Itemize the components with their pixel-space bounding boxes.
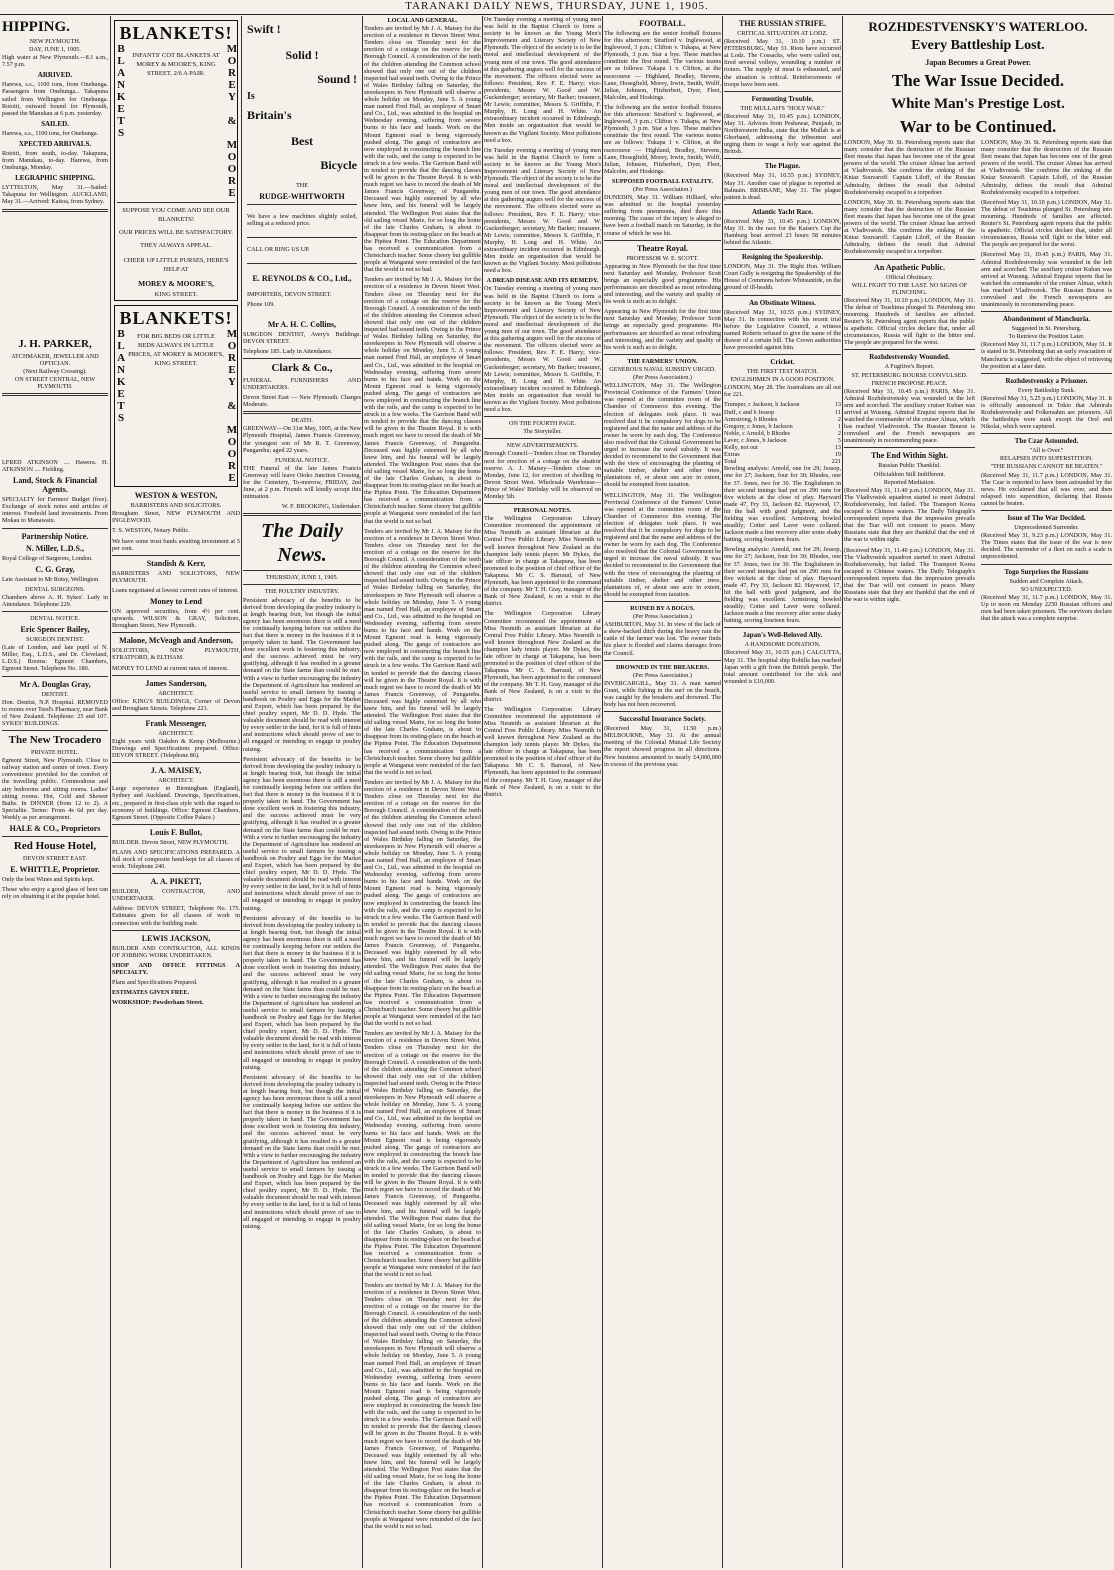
the-text: THE [295,182,309,189]
end-body: (Received May 31, 11.40 p.m.) LONDON, May 31. The Vladivostok squadron started to meet Admiral Rozhdestvensky, but failed. The Transport Korea escaped to Chinese waters. The Daily Telegraph's correspondent reports that the impression prevails that the Tsar will not consent to peace. Many Russians state that they are thankful that the end of the war is within sight. [844,486,975,544]
apathetic-heading: An Apathetic Public. [874,262,945,272]
score-row [724,430,841,437]
malone-name: Malone, McVeagh and Anderson, [119,636,233,646]
speakership-heading: Resigning the Speakership. [741,253,824,262]
partnership-heading: Partnership Notice. [21,531,89,541]
waterloo-heading: ROZHDESTVENSKY'S WATERLOO. [868,19,1088,34]
masthead: TARANAKI DAILY NEWS, THURSDAY, JUNE 1, 1905. [0,0,1114,15]
battleship-heading: Every Battleship Lost. [911,38,1045,53]
clark-name: Clark & Co., [271,361,333,374]
telegraphic-heading: LEGRAPHIC SHIPPING. [15,174,95,183]
wounded-heading: Rozhdestvensky Wounded. [869,353,950,362]
sudden-heading: Sudden and Complete Attack. [1009,577,1084,585]
column-football [604,16,721,1568]
daily-news-title: The Daily News. [261,520,343,567]
end-heading: The End Within Sight. [870,451,949,461]
red-house-name: Red House Hotel, [13,839,97,852]
swift-text: Swift ! [247,22,281,36]
score-batsman: Extras [724,451,740,459]
local-body-cont2: Tenders are invited by Mr J. A. Maisey for the erection of a residence in Devon Street West. Tenders close on Thursday next for the erection of a cottage on the reserve for the Borough Council. A consideration of the teeth of the children attending the Common school showed that only one out of the children inspected had sound teeth. Owing to the Prince of Wales Birthday falling on Saturday, the storekeepers in New Plymouth will observe a whole holiday on Monday, June 5. A young man named Fred Hall, an employee of Smart and Co., Ltd., was admitted to the hospital on Wednesday evening, suffering from severe burns to his face and hands. Work on the Mount Egmont road is being vigorously pushed along. The gangs of contractors are now employed in constructing the branch line with the rails, and the camp is expected to be struck in a few weeks. The Garrison Band will in tended to provide that the dancing classes will be given in the Theatre Royal. It is with much regret we have to record the death of Mr James Francis Greenway, of Pungarehu. Deceased was highly esteemed by all who knew him, and his funeral will be largely attended. The Wellington Post states that the old sailing vessel Marie, for so long the home of the late Charles Graham, is about to disappear from its resting-place on the beach at the Pipitea Point. The Education Department has received a communication from a Christchurch teacher. Some cheery but gullible people at Wanganui were reminded of the fact that the world is not so bad. [364,527,481,776]
wellbeloved-sub: A HANDSOME DONATION. [744,641,821,649]
sanderson-title: ARCHITECT. [158,689,194,697]
ruined-body: ASHBURTON, May 31. In view of the lack of a skew-backed ditch during the heavy rain the cattle of the farmer was lost. The owner finds his place is flooded and claims damages from the Council. [604,621,721,657]
collins-title: SURGEON DENTIST, Avery's Buildings. DEVON STREET. [243,330,361,345]
prestige-heading: White Man's Prestige Lost. [891,96,1065,112]
continued-heading: War to be Continued. [899,117,1057,136]
douglas-title: DENTIST. [41,690,69,698]
football-heading: FOOTBALL. [639,19,686,28]
column-rule [110,16,111,1568]
cannot-heading: "THE RUSSIANS CANNOT BE BEATEN." [990,463,1103,471]
end-body-cont: (Received May 31, 11.40 p.m.) LONDON, May 31. The Vladivostok squadron started to meet Admiral Rozhdestvensky, but failed. The Transport Korea escaped to Chinese waters. The Daily Telegraph's correspondent reports that the impression prevails that the Tsar will not consent to peace. Many Russians state that they are thankful that the end of the war is within sight. [844,546,975,604]
farmers-sub: (Per Press Association.) [633,374,692,382]
theatre-heading: Theatre Royal. [637,243,688,253]
fatality-heading: SUPPOSED FOOTBALL FATALITY. [611,177,714,185]
score-batsman: Noble, c Arnold, b Rhodes [724,429,790,437]
douglas-name: Mr A. Douglas Gray, [19,679,91,689]
farmers-heading: THE FARMERS' UNION. [627,357,698,365]
death-heading: DEATH. [291,417,313,425]
rudge-body: We have a few machines slightly soiled, selling at a reduced price. [247,213,357,228]
bailey-title: SURGEON DENTIST. [26,636,84,644]
parker-name: J. H. PARKER, [18,337,92,350]
messenger-name: Frank Messenger, [145,718,207,728]
malone-money: MONEY TO LEND at current rates of interest. [112,664,229,672]
french-heading: FRENCH PROPOSE PEACE. [871,379,948,387]
parker-location: (Next Railway Crossing). [23,367,87,375]
drowned-heading: DROWNED IN THE BREAKERS. [615,663,710,671]
score-runs: 5 [837,436,841,444]
gray-name: C. G. Gray, [35,564,75,574]
blankets-ad-1 [114,20,238,301]
jackson-name: LEWIS JACKSON, [141,933,211,943]
atkinson-names: LFRED ATKINSON .... Hawera. H. ATKINSON .... Fielding. [2,458,108,474]
shipping-body: Harewa, s.s., 1100 tons, from Onehunga. Passengers from Onehunga... Takapuna sailed from Wellington for Onehunga. Rotoiti, outward bound for Plymouth, passed the Manukau at 6 p.m. yesterday. [2,81,108,117]
cheer-text: CHEER UP LITTLE PURSES, HERE'S HELP AT [123,257,229,273]
always-text: THEY ALWAYS APPEAL. [140,242,212,249]
subsidy-heading: GENEROUS NAVAL SUBSIDY URGED. [609,365,716,373]
funeral-heading: FUNERAL NOTICE. [274,456,330,464]
poultry-body-cont2: Persistent advocacy of the benefits to be derived from developing the poultry industry is at length bearing fruit, but though the initial agency has been enormous there is still a need for continually keeping before our settlers the fact that there is money in the business if it is properly taken in hand. The Government has done excellent work in fostering this industry, and the success achieved must be very gratifying, although it has resulted in a greater demand on the State farms than could be met. With a view to further encouraging the industry the Department of Agriculture has rendered an useful service to small farmers by issuing a handbook on Poultry and Eggs for the Market and Export, which has been prepared by the chief poultry expert, Mr D. D. Hyde. The valuable document should be read with interest by every settler in the land, for it is full of hints and instructions which should prove of use to all engaged or intending to engage in poultry raising. [243,914,361,1071]
miller-name: N. Miller, L.D.S., [26,543,84,553]
score-row [724,437,841,444]
funeral-body: THE Funeral of the late James Francis Greenway will leave Otoko Junction Crossing, for the Cemetery, To-morrow, FRIDAY, 2nd June, at 2 p.m. Friends will kindly accept this intimation. [243,464,361,501]
score-batsman: Total [724,458,737,466]
local-body-cont5: Tenders are invited by Mr J. A. Maisey for the erection of a residence in Devon Street West. Tenders close on Thursday next for the erection of a cottage on the reserve for the Borough Council. A consideration of the teeth of the children attending the Common school showed that only one out of the children inspected had sound teeth. Owing to the Prince of Wales Birthday falling on Saturday, the storekeepers in New Plymouth will observe a whole holiday on Monday, June 5. A young man named Fred Hall, an employee of Smart and Co., Ltd., was admitted to the hospital on Wednesday evening, suffering from severe burns to his face and hands. Work on the Mount Egmont road is being vigorously pushed along. The gangs of contractors are now employed in constructing the branch line with the rails, and the camp is expected to be struck in a few weeks. The Garrison Band will in tended to provide that the dancing classes will be given in the Theatre Royal. It is with much regret we have to record the death of Mr James Francis Greenway, of Pungarehu. Deceased was highly esteemed by all who knew him, and his funeral will be largely attended. The Wellington Post states that the old sailing vessel Marie, for so long the home of the late Charles Graham, is about to disappear from its resting-place on the beach at the Pipitea Point. The Education Department has received a communication from a Christchurch teacher. Some cheery but gullible people at Wanganui were reminded of the fact that the world is not so bad. [364,1281,481,1530]
new-advertisements-heading: NEW ADVERTISEMENTS. [506,442,579,450]
column-rule [482,16,483,1568]
poultry-heading: THE POULTRY INDUSTRY. [264,588,340,596]
personal-body-cont2: The Wellington Corporation Library Committee recommend the appointment of Miss Nesmith as assistant librarian at the Central Free Public Library. Miss Nesmith is well known throughout New Zealand as the champion lady tennis player. Mr Dykes, the late officer in charge at Takapuna, has been promoted to the position of chief officer of the Takapuna. Mr C. S. Barraud, of New Plymouth, has been appointed to the command of the company. Mr T. H. Gray, manager of the Bank of New Zealand, is on a visit to the district. [484,705,601,798]
decided-body: (Received May 31, 9.23 p.m.) LONDON, May 31. The Times states that the issue of the war is now decided. The surrender of a fleet on such a scale is unprecedented. [981,532,1112,561]
fight-heading: WILL FIGHT TO THE LAST. NO SIGNS OF FLINCHING. [851,281,968,296]
local-heading: LOCAL AND GENERAL. [387,17,458,24]
daily-news-date: THURSDAY, JUNE 1, 1905. [265,574,339,582]
column-society: On Tuesday evening a meeting of young men was held in the Baptist Church to form a society to be known as the Young Men's Improvement and Literary Society of New Plymouth. The object of the society is to be the moral and intellectual development of the young men of our town. The good attendance at this gathering augurs well for the success of the movement. The officers elected were as follows: President, Rev. F. E. Harry; vice-presidents, Messrs W. Good and W. Guckenberger; secretary, Mr Barker; treasurer, Mr Lewis; committee, Messrs S. Griffiths, F. Murphy, H. Long and H. White. An extraordinary incident occurred in Edinburgh. Men inside an organisation that would be known as the Vigilant Society. Most pollutions need a box. On Tuesday evening a meeting of young men was held in the Baptist Church to form a society to be known as the Young Men's Improvement and Literary Society of New Plymouth. The object of the society is to be the moral and intellectual development of the young men of our town. The good attendance at this gathering augurs well for the success of the movement. The officers elected were as follows: President, Rev. F. E. Harry; vice-presidents, Messrs W. Good and W. Guckenberger; secretary, Mr Barker; treasurer, Mr Lewis; committee, Messrs S. Griffiths, F. Murphy, H. Long and H. White. An extraordinary incident occurred in Edinburgh. Men inside an organisation that would be known as the Vigilant Society. Most pollutions need a box. A DREAD DISEASE AND ITS REMEDY. On Tuesday evening a meeting of young men was held in the Baptist Church to form a society to be known as the Young Men's Improvement and Literary Society of New Plymouth. The object of the society is to be the moral and intellectual development of the young men of our town. The good attendance at this gathering augurs well for the success of the movement. The officers elected were as follows: President, Rev. F. E. Harry; vice-presidents, Messrs W. Good and W. Guckenberger; secretary, Mr Barker; treasurer, Mr Lewis; committee, Messrs S. Griffiths, F. Murphy, H. Long and H. White. An extraordinary incident occurred in Edinburgh. Men inside an organisation that would be known as the Vigilant Society. Most pollutions need a box. ON THE FOURTH PAGE. The Storyteller. NEW ADVERTISEMENTS. Borough Council—Tenders close on Thursday next for erection of a cottage on the abattoir reserve. A. J. Maisey—Tenders close on Monday, June 12, for erection of dwelling in Devon Street West. Wholesale Warehouse—Prince of Wales' Birthday will be observed on Monday 5th. PERSONAL NOTES. The Wellington Corporation Library Committee recommend the appointment of Miss Nesmith as assistant librarian at the Central Free Public Library. Miss Nesmith is well known throughout New Zealand as the champion lady tennis player. Mr Dykes, the late officer in charge at Takapuna, has been promoted to the position of chief officer of the Takapuna. Mr C. S. Barraud, of New Plymouth, has been appointed to the command of the company. Mr T. H. Gray, manager of the Bank of New Zealand, is on a visit to the district. The Wellington Corporation Library Committee recommend the appointment of Miss Nesmith as assistant librarian at the Central Free Public Library. Miss Nesmith is well known throughout New Zealand as the champion lady tennis player. Mr Dykes, the late officer in charge at Takapuna, has been promoted to the position of chief officer of the Takapuna. Mr C. S. Barraud, of New Plymouth, has been appointed to the command of the company. Mr T. H. Gray, manager of the Bank of New Zealand, is on a visit to the district. The Wellington Corporation Library Committee recommend the appointment of Miss Nesmith as assistant librarian at the Central Free Public Library. Miss Nesmith is well known throughout New Zealand as the champion lady tennis player. Mr Dykes, the late officer in charge at Takapuna, has been promoted to the position of chief officer of the Takapuna. Mr C. S. Barraud, of New Plymouth, has been appointed to the command of the company. Mr T. H. Gray, manager of the Bank of New Zealand, is on a visit to the district. [484,16,601,798]
pikett-name: A. A. PIKETT, [150,877,202,887]
standish-title: BARRISTERS AND SOLICITORS, NEW PLYMOUTH. [112,569,240,584]
russian-strife-heading: THE RUSSIAN STRIFE. [739,19,826,28]
rudge-ad [245,20,359,314]
blankets-side-text: BLANKETS [115,43,128,139]
score-row [724,451,841,458]
holy-war-heading: THE MULLAH'S "HOLY WAR." [740,104,825,112]
port-name: NEW PLYMOUTH. [29,38,81,45]
score-batsman: Laver, c Jones, b Jackson [724,436,787,444]
is-text: Is [247,91,255,102]
jackson-estimates: ESTIMATES GIVEN FREE. [112,989,190,997]
society-body: On Tuesday evening a meeting of young men was held in the Baptist Church to form a society to be known as the Young Men's Improvement and Literary Society of New Plymouth. The object of the society is to be the moral and intellectual development of the young men of our town. The good attendance at this gathering augurs well for the success of the movement. The officers elected were as follows: President, Rev. F. E. Harry; vice-presidents, Messrs W. Good and W. Guckenberger; secretary, Mr Barker; treasurer, Mr Lewis; committee, Messrs S. Griffiths, F. Murphy, H. Long and H. White. An extraordinary incident occurred in Edinburgh. Men inside an organisation that would be known as the Vigilant Society. Most pollutions need a box. [484,16,601,144]
morey-side-text-2: MOREY & MOORE [226,328,238,485]
fourth-page-heading: ON THE FOURTH PAGE. [508,420,576,428]
shipping-heading: HIPPING. [2,19,70,35]
score-runs: 13 [834,444,841,452]
column-rule [842,16,843,1568]
rudge-whitworth: RUDGE-WHITWORTH [259,192,345,202]
test-match-heading: THE FIRST TEST MATCH. [746,368,819,376]
reynolds-name: E. REYNOLDS & CO., Ltd., [252,274,352,284]
society-body-cont: On Tuesday evening a meeting of young men was held in the Baptist Church to form a society to be known as the Young Men's Improvement and Literary Society of New Plymouth. The object of the society is to be the moral and intellectual development of the young men of our town. The good attendance at this gathering augurs well for the success of the movement. The officers elected were as follows: President, Rev. F. E. Harry; vice-presidents, Messrs W. Good and W. Guckenberger; secretary, Mr Barker; treasurer, Mr Lewis; committee, Messrs S. Griffiths, F. Murphy, H. Long and H. White. An extraordinary incident occurred in Edinburgh. Men inside an organisation that would be known as the Vigilant Society. Most pollutions need a box. [484,146,601,275]
insurance-body: (Received May 31, 11.50 p.m.) MELBOURNE, May 31. At the annual meeting of the Colonial Mutual Life Society the report showed progress in all directions. New business amounted to nearly £4,000,000 in excess of the previous year. [604,725,721,768]
score-row [724,401,841,408]
lodz-heading: CRITICAL SITUATION AT LODZ. [737,30,828,37]
suggested-heading: Suggested in St. Petersburg. [1011,325,1082,333]
hale-proprietors: HALE & CO., Proprietors [9,823,101,833]
column-russian-strife [724,16,841,1568]
intro-body-cont: LONDON, May 30. St. Petersburg reports state that many consider that the destruction of the Russian fleet means that Japan has become one of the great powers of the world. The cruiser Almaz has arrived at Vladivostok. She confirms the sinking of the Kniaz Souvaroff. Captain Liloff, of the Russian Admiralty, defines the result that Admiral Rozhdestvensky escaped to a torpedoer. [844,198,975,256]
collins-telephone: Telephone 185. Lady in Attendance. [243,347,333,355]
sound-text: Sound ! [317,72,357,86]
cricket-body-3: Bowling analysis: Arnold, one for 29; Jessop, one for 27; Jackson, four for 30; Rhodes, one for 37. Jones, two for 30. The Englishmen in their second innings had put on 290 runs for five wickets at the close of play. Hayward made 47, Fry 33, Jackson 82. Haywood, 17, hit the ball with good judgment, and the fielding was excellent. Armstrong bowled steadily; Cotter and Laver were collared. Jackson made a fine recovery after some shaky batting, scoring fourteen fours. [724,546,841,625]
professor-name: PROFESSOR W. E. SCOTT. [626,254,699,262]
bullot-name: Louis F. Bullot, [149,827,203,837]
score-table [724,401,841,465]
decided-heading: Issue of The War Decided. [1007,514,1086,523]
jackson-shop: SHOP AND OFFICE FITTINGS A SPECIALTY. [112,961,240,976]
land-heading: Land, Stock & Financial Agents. [12,476,97,495]
unprecedented-heading: Unprecedented Surrender. [1014,524,1079,532]
farmers-body-cont: WELLINGTON, May 31. The Wellington Provincial Conference of the Farmers' Union was opened at the committee room of the Chamber of Commerce this evening. The election of delegates took place. It was resolved that it be compulsory for dogs to be registered and that the name and address of the owner be worn by each dog. The Conference also resolved that the Colonial Government be urged to increase the naval subsidy. It was decided to recommend to the Government that with the view of encouraging the planting of suitable timber, shelter and other trees, plantations of, or about one acre in extent, should be exempted from taxation. [604,491,721,598]
speakership-body: LONDON, May 31. The Right Hon. William Court Gully is resigning the Speakership of the House of Commons before Whitsuntide, on the ground of ill-health. [724,263,841,292]
arrived-heading: ARRIVED. [37,71,73,80]
wellbeloved-heading: Japan's Well-Beloved Ally. [742,631,823,640]
war-issue-heading: The War Issue Decided. [891,71,1065,90]
suppose-text: SUPPOSE YOU COME AND SEE OUR BLANKETS! [122,207,230,223]
astounded-heading: The Czar Astounded. [1014,437,1079,446]
wellbeloved-body: (Received May 31, 10.55 p.m.) CALCUTTA, May 31. The hospital ship Rohilla has reached Japan with a gift from the British people. The total amount contributed for the sick and wounded is £10,000. [724,649,841,685]
wounded-body: (Received May 31, 10.45 p.m.) PARIS, May 31. Admiral Rozhdestvensky was wounded in the left arm and scorched. The auxiliary cruiser Kuban was arrived at Wusung. Admiral Enquist reports that he watched the commander of the cruiser Almaz, which has reached Vladivostok. The Russian Bourse is convulsed and the French newspapers are unanimously in recommending peace. [844,387,975,445]
insurance-heading: Successful Insurance Society. [619,715,706,724]
morey-side-text: MOREY & MOORE [226,43,238,199]
cricket-body-2: Bowling analysis: Arnold, one for 29; Jessop, one for 27; Jackson, four for 30; Rhodes, one for 37. Jones, two for 30. The Englishmen in their second innings had put on 290 runs for five wickets at the close of play. Hayward made 47, Fry 33, Jackson 82. Haywood, 17, hit the ball with good judgment, and the fielding was excellent. Armstrong bowled steadily; Cotter and Laver were collared. Jackson made a fine recovery after some shaky batting, scoring fourteen fours. [724,465,841,544]
local-body-cont: Tenders are invited by Mr J. A. Maisey for the erection of a residence in Devon Street West. Tenders close on Thursday next for the erection of a cottage on the reserve for the Borough Council. A consideration of the teeth of the children attending the Common school showed that only one out of the children inspected had sound teeth. Owing to the Prince of Wales Birthday falling on Saturday, the storekeepers in New Plymouth will observe a whole holiday on Monday, June 5. A young man named Fred Hall, an employee of Smart and Co., Ltd., was admitted to the hospital on Wednesday evening, suffering from severe burns to his face and hands. Work on the Mount Egmont road is being vigorously pushed along. The gangs of contractors are now employed in constructing the branch line with the rails, and the camp is expected to be struck in a few weeks. The Garrison Band will in tended to provide that the dancing classes will be given in the Theatre Royal. It is with much regret we have to record the death of Mr James Francis Greenway, of Pungarehu. Deceased was highly esteemed by all who knew him, and his funeral will be largely attended. The Wellington Post states that the old sailing vessel Marie, for so long the home of the late Charles Graham, is about to disappear from its resting-place on the beach at the Pipitea Point. The Education Department has received a communication from a Christchurch teacher. Some cheery but gullible people at Wanganui were reminded of the fact that the world is not so bad. [364,276,481,525]
score-runs: 11 [835,408,841,416]
score-runs: 2 [837,415,841,423]
football-body: The following are the senior football fixtures for this afternoon: Stratford v. Inglewood, at Inglewood, 3 p.m.; Clifton v. Tukapa, at New Plymouth, 3 p.m. Star a bye. These matches constitute the first round. The various teams are as follows: Tukapa 1 v. Clifton, at the racecourse — Highland, Bradley, Stevens, Lane, Hosegfield, Morey, Irwin, Smith, Wolff, Julian, Johnson, Fitzherbert, Dyer, Fleet, Malcolm, and Hoskings. [604,30,721,101]
score-runs: 1 [837,422,841,430]
yacht-heading: Atlantic Yacht Race. [752,207,813,216]
score-batsman: Armstrong, b Rhodes [724,415,778,423]
test-match-sub: ENGLISHMEN IN A GOOD POSITION. [730,376,835,384]
drowned-sub: (Per Press Association.) [633,671,692,679]
score-batsman: Kelly, not out [724,444,758,452]
abandonment-heading: Abandonment of Manchuria. [1002,315,1091,324]
score-runs: 13 [834,401,841,409]
cricket-heading: Cricket. [770,358,795,367]
score-batsman: Duff, c and b Jessop [724,408,775,416]
britains-text: Britain's [247,108,292,122]
obstinate-body: (Received May 31, 10.55 p.m.) SYDNEY, May 31. In connection with his recent trial before the Legislative Council, a witness named Roberts refused to give the name of the drawer of a certain bill. The Crown authorities have proceeded against him. [724,308,841,351]
bourse-heading: ST. PETERSBURG BOURSE CONVULSED. [851,371,968,379]
yacht-body: (Received May 31, 10.45 p.m.) LONDON, May 31. In the race for the Kaiser's Cup the Hamburg boat arrived 23 hours 58 minutes behind the Atlantic. [724,217,841,247]
prisoner-body: (Received May 31, 5.25 p.m.) LONDON, May 31. It is officially announced in Tokio that Admirals Rozhdestvensky and Folkersahm are prisoners. All the battleships were sunk except the Orel and Nikolai, which were captured. [981,394,1112,431]
drowned-body: INVERCARGILL, May 31. A man named Grant, while fishing in the surf on the beach, was caught by the breakers and drowned. The body has not been recovered. [604,679,721,709]
ruined-sub: (Per Press Association.) [633,613,692,621]
personal-body-cont: The Wellington Corporation Library Committee recommend the appointment of Miss Nesmith as assistant librarian at the Central Free Public Library. Miss Nesmith is well known throughout New Zealand as the champion lady tennis player. Mr Dykes, the late officer in charge at Takapuna, has been promoted to the position of chief officer of the Takapuna. Mr C. S. Barraud, of New Plymouth, has been appointed to the command of the company. Mr T. H. Gray, manager of the Bank of New Zealand, is on a visit to the district. [484,610,601,703]
best-text: Best [291,134,313,148]
pikett-title: BUILDER, CONTRACTOR, AND UNDERTAKER. [112,888,240,903]
apathetic-body: (Received May 31, 10.10 p.m.) LONDON, May 31. The defeat of Tsushima plunged St. Petersburg into mourning. Hundreds of families are affected. Reuter's St. Petersburg agent reports that the public is apathetic. Official circles declare that, under all circumstances, Russia will fight to the bitter end. The people are prepared for the worst. [844,296,975,347]
reynolds-title: IMPORTERS, DEVON STREET. [247,291,332,299]
astounded-body: (Received May 31, 11.7 p.m.) LONDON, May 31. The Czar is reported to have been astounded by the news. He exclaimed that all was over, and then relapsed into superstition, declaring that Russia cannot be beaten. [981,471,1112,507]
for-big-text: FOR BIG BEDS OR LITTLE BEDS ALWAYS IN LITTLE PRICES, AT MOREY & MOORE'S, KING STREET. [128,333,224,368]
money-to-lend: Money to Lend [150,597,202,607]
score-runs: 19 [834,451,841,459]
bullot-title: BUILDER. Devon Street, NEW PLYMOUTH. [112,838,229,846]
jackson-address: WORKSHOP: Powderham Street. [112,999,204,1007]
disease-body: On Tuesday evening a meeting of young men was held in the Baptist Church to form a society to be known as the Young Men's Improvement and Literary Society of New Plymouth. The object of the society is to be the moral and intellectual development of the young men of our town. The good attendance at this gathering augurs well for the success of the movement. The officers elected were as follows: President, Rev. F. E. Harry; vice-presidents, Messrs W. Good and W. Guckenberger; secretary, Mr Barker; treasurer, Mr Lewis; committee, Messrs S. Griffiths, F. Murphy, H. Long and H. White. An extraordinary incident occurred in Edinburgh. Men inside an organisation that would be known as the Vigilant Society. Most pollutions need a box. [484,285,601,414]
sunk-heading: Every Battleship Sunk. [1017,386,1076,394]
column-rule [241,16,242,1568]
infants-text: INFANTS' COT BLANKETS AT MOREY & MOORE'S, KING STREET, 2/6 A PAIR. [132,52,220,77]
relapses-heading: RELAPSES INTO SUPERSTITION. [1000,455,1093,463]
solid-text: Solid ! [285,48,319,62]
plague-heading: The Plague. [764,162,801,171]
column-ads-blankets: BLANKETS! BLANKETS INFANTS' COT BLANKETS AT MOREY & MOORE'S, KING STREET, 2/6 A PAIR. MOREY & MOORE SUPPOSE YOU COME AND SEE OUR BLANKETS! OUR PRICES WILL BE SATISFACTORY. THEY ALWAYS APPEAL. CHEER UP LITTLE PURSES, HERE'S HELP AT MOREY & MOORE'S, KING STREET. BLANKETS! BLANKETS FOR BIG BEDS OR LITTLE BEDS ALWAYS IN LITTLE PRICES, AT MOREY & MOORE'S, KING STREET. MOREY & MOORE WESTON & WESTON, BARRISTERS AND SOLICITORS. Brougham Street, NEW PLYMOUTH AND INGLEWOOD. T. S. WESTON, Notary Public. We have some trust funds awaiting investment at 5 per cent. Standish & Kerr, BARRISTERS AND SOLICITORS, NEW PLYMOUTH. Loans negotiated at lowest current rates of interest. Money to Lend ON approved securities, from 4½ per cent. upwards. WILSON & GRAY, Solicitors, Brougham Street, New Plymouth. Malone, McVeagh and Anderson, SOLICITORS, NEW PLYMOUTH, STRATFORD, & ELTHAM. MONEY TO LEND at current rates of interest. James Sanderson, ARCHITECT. Office: KING'S BUILDINGS, Corner of Devon and Brougham Streets. Telephone 223. Frank Messenger, ARCHITECT. Eight years with Oakden & Kemp (Melbourne.) Drawings and Specifications prepared. Office: DEVON STREET. (Telephone 86). J. A. MAISEY, ARCHITECT. Large experience in Birmingham (England), Sydney and Auckland. Drawings, Specifications, etc., prepared in first-class style with due regard to economy of buildings. Office: Egmont Chambers, Egmont Street. (Opposite Coffee Palace.) Louis F. Bullot, BUILDER. Devon Street, NEW PLYMOUTH. PLANS AND SPECIFICATIONS PREPARED. A full stock of composite hand-kept for all classes of work. Telephone 240. A. A. PIKETT, BUILDER, CONTRACTOR, AND UNDERTAKER. Address: DEVON STREET, Telephone No. 175. Estimates given for all classes of work in connection with the building trade. LEWIS JACKSON, BUILDER AND CONTRACTOR, ALL KINDS OF JOBBING WORK UNDERTAKEN. SHOP AND OFFICE FITTINGS A SPECIALTY. Plans and Specifications Prepared. ESTIMATES GIVEN FREE. WORKSHOP: Powderham Street. [112,16,240,1568]
reynolds-phone: Phone 109. [247,301,275,309]
fugitive-heading: A Fugitive's Report. [884,363,935,371]
fatality-sub: (Per Press Association.) [633,185,692,193]
mediation-heading: Reported Mediation. [883,478,936,486]
column-shipping: HIPPING. NEW PLYMOUTH. DAY, JUNE 1, 1905. High water at New Plymouth.—8.1 a.m., 7.57 p.m. ARRIVED. Harewa, s.s., 1100 tons, from Onehunga. Passengers from Onehunga... Takapuna sailed from Wellington for Onehunga. Rotoiti, outward bound for Plymouth, passed the Manukau at 6 p.m. yesterday. SAILED. Harewa, s.s., 1100 tons, for Onehunga. XPECTED ARRIVALS. Rotoiti, from south, to-day. Takapuna, from Manukau, to-day. Harewa, from Onehunga, Monday. LEGRAPHIC SHIPPING. LYTTELTON, May 31.—Sailed: Takapuna for Wellington. AUCKLAND, May 31.—Arrived: Kaitoa, from Sydney. J. H. PARKER, ATCHMAKER, JEWELLER AND OPTICIAN. (Next Railway Crossing). ON STREET CENTRAL, NEW PLYMOUTH. LFRED ATKINSON .... Hawera. H. ATKINSON .... Fielding. Land, Stock & Financial Agents. SPECIALTY for Farmers' Budget (free). Exchange of stock notes and articles of interest. Freehold land investments. From Mokau to Manawatu. Partnership Notice. N. Miller, L.D.S., Royal College of Surgeons, London. C. G. Gray, Late Assistant to Mr Rotsy, Wellington. DENTAL SURGEONS. Chambers above A. H. Sykes'. Lady in Attendance. Telephone 229. DENTAL NOTICE. Eric Spencer Bailey, SURGEON DENTIST. (Late of London, and late pupil of N. Miller, Esq., L.D.S., and Dr. Cleveland, L.D.S.) Rooms: Egmont Chambers, Egmont Street. Telephone No. 180. Mr A. Douglas Gray, DENTIST. Hon. Dentist, N.P. Hospital. REMOVED to rooms over Teed's Pharmacy, near Bank of New Zealand. Telephone: 25 and 107. SYKES' BUILDINGS. The New Trocadero PRIVATE HOTEL. Egmont Street, New Plymouth. Close to railway station and centre of town. Every convenience provided for the comfort of the travelling public. Commodious and airy bedrooms and sitting rooms. Ladies' sitting rooms. Hot, Cold and Shower Baths. In DINNER (from 12 to 2). A Specialite. Terms: From 4s 6d per day. Weekly as per arrangement. HALE & CO., Proprietors Red House Hotel, DEVON STREET EAST. E. WHITTLE, Proprietor. Only the best Wines and Spirits kept. Those who enjoy a good glass of beer can rely on obtaining it at the popular hotel. [2,19,108,901]
clark-address: Devon Street East — New Plymouth. Charges Moderate. [243,394,361,409]
local-body: Tenders are invited by Mr J. A. Maisey for the erection of a residence in Devon Street West. Tenders close on Thursday next for the erection of a cottage on the reserve for the Borough Council. A consideration of the teeth of the children attending the Common school showed that only one out of the children inspected had sound teeth. Owing to the Prince of Wales Birthday falling on Saturday, the storekeepers in New Plymouth will observe a whole holiday on Monday, June 5. A young man named Fred Hall, an employee of Smart and Co., Ltd., was admitted to the hospital on Wednesday evening, suffering from severe burns to his face and hands. Work on the Mount Egmont road is being vigorously pushed along. The gangs of contractors are now employed in constructing the branch line with the rails, and the camp is expected to be struck in a few weeks. The Garrison Band will in tended to provide that the dancing classes will be given in the Theatre Royal. It is with much regret we have to record the death of Mr James Francis Greenway, of Pungarehu. Deceased was highly esteemed by all who knew him, and his funeral will be largely attended. The Wellington Post states that the old sailing vessel Marie, for so long the home of the late Charles Graham, is about to disappear from its resting-place on the beach at the Pipitea Point. The Education Department has received a communication from a Christchurch teacher. Some cheery but gullible people at Wanganui were reminded of the fact that the world is not so bad. [364,25,481,274]
bailey-name: Eric Spencer Bailey, [20,625,90,635]
column-rule [722,16,723,1568]
column-rule [362,16,363,1568]
disease-heading: A DREAD DISEASE AND ITS REMEDY. [486,277,599,285]
tides-date: DAY, JUNE 1, 1905. [29,46,81,54]
poultry-body-cont: Persistent advocacy of the benefits to be derived from developing the poultry industry is at length bearing fruit, but though the initial agency has been enormous there is still a need for continually keeping before our settlers the fact that there is money in the business if it is properly taken in hand. The Government has done excellent work in fostering this industry, and the success achieved must be very gratifying, although it has resulted in a greater demand on the State farms than could be met. With a view to further encouraging the industry the Department of Agriculture has rendered an useful service to small farmers by issuing a handbook on Poultry and Eggs for the Market and Export, which has been prepared by the chief poultry expert, Mr D. D. Hyde. The valuable document should be read with interest by every settler in the land, for it is full of hints and instructions which should prove of use to all engaged or intending to engage in poultry raising. [243,755,361,912]
all-over-heading: "All is Over." [1029,447,1064,455]
score-runs: 221 [831,458,841,466]
sanderson-name: James Sanderson, [145,678,207,688]
column-rozhdestvensky [844,16,1112,1568]
death-body: GREENWAY—On 31st May, 1905, at the New Plymouth Hospital, James Francis Greenway, the youngest son of Mr R. T. Greenway, Pungarehu; aged 22 years. [243,425,361,454]
weston-address: Brougham Street, NEW PLYMOUTH AND INGLEWOOD. [112,510,240,525]
abandon-body: (Received May 31, 11.7 p.m.) LONDON, May 31. It is stated in St. Petersburg that an early evacuation of Manchuria is suggested, with the object of retrieving the position at a later date. [981,341,1112,370]
unexpected-heading: SO UNEXPECTED. [1020,585,1073,593]
king-street: KING STREET. [154,291,198,299]
trocadero-name: The New Trocadero [8,734,102,747]
column-rudge-daily-news [243,16,361,1568]
sailed-heading: SAILED. [41,119,69,128]
plague-body: (Received May 31, 10.55 p.m.) SYDNEY, May 31. Another case of plague is reported at Balmain. BRISBANE, May 31. The plague patient is dead. [724,172,841,201]
whittle-proprietor: E. WHITTLE, Proprietor. [10,865,100,875]
great-power-heading: Japan Becomes a Great Power. [925,58,1031,67]
intro-body-right: LONDON, May 30. St. Petersburg reports state that many consider that the destruction of the Russian fleet means that Japan has become one of the great powers of the world. The cruiser Almaz has arrived at Vladivostok. She confirms the sinking of the Kniaz Souvaroff. Captain Liloff, of the Russian Admiralty, defines the result that Admiral Rozhdestvensky escaped to a torpedoer. [981,139,1112,196]
dental-notice: DENTAL NOTICE. [30,615,80,622]
thankful-heading: Russian Public Thankful. [878,462,941,470]
farmers-body: WELLINGTON, May 31. The Wellington Provincial Conference of the Farmers' Union was opened at the committee room of the Chamber of Commerce this evening. The election of delegates took place. It was resolved that it be compulsory for dogs to be registered and that the name and address of the owner be worn by each dog. The Conference also resolved that the Colonial Government be urged to increase the naval subsidy. It was decided to recommend to the Government that with the view of encouraging the planting of suitable timber, shelter and other trees, plantations of, or about one acre in extent, should be exempted from taxation. [604,382,721,489]
column-rule [602,16,603,1568]
parker-street: ON STREET CENTRAL, NEW PLYMOUTH. [14,375,96,390]
trocadero-title: PRIVATE HOTEL. [30,749,79,757]
lodz-body: (Received May 31, 10.10 p.m.) ST. PETERSBURG, May 31. Riots have occurred at Lodz. The Cossacks, who were called out, fired several volleys, wounding a number of rioters. The supply of meat is exhausted, and the situation is critical. Reinforcements of troops have been sent. [724,38,841,88]
malone-title: SOLICITORS, NEW PLYMOUTH, STRATFORD, & ELTHAM. [112,647,240,662]
apathetic-body-right: (Received May 31, 10.10 p.m.) LONDON, May 31. The defeat of Tsushima plunged St. Petersburg into mourning. Hundreds of families are affected. Reuter's St. Petersburg agent reports that the public is apathetic. Official circles declare that, under all circumstances, Russia will fight to the bitter end. The people are prepared for the worst. [981,198,1112,249]
cricket-body: LONDON, May 28. The Australians are all out for 221. [724,384,841,399]
bicycle-text: Bicycle [320,158,357,172]
personal-heading: PERSONAL NOTES. [513,507,572,515]
poultry-body: Persistent advocacy of the benefits to be derived from developing the poultry industry is at length bearing fruit, but though the initial agency has been enormous there is still a need for continually keeping before our settlers the fact that there is money in the business if it is properly taken in hand. The Government has done excellent work in fostering this industry, and the success achieved must be very gratifying, although it has resulted in a greater demand on the State farms than could be met. With a view to further encouraging the industry the Department of Agriculture has rendered an useful service to small farmers by issuing a handbook on Poultry and Eggs for the Market and Export, which has been prepared by the chief poultry expert, Mr D. D. Hyde. The valuable document should be read with interest by every settler in the land, for it is full of hints and instructions which should prove of use to all engaged or intending to engage in poultry raising. [243,596,361,753]
score-runs: 2 [837,429,841,437]
holy-war-body: (Received May 31, 10.45 p.m.) LONDON, May 31. Advices from Peshawar, Punjaub, in Northwestern India, state that the Mullah is at Ghorband, addressing the tribesmen and urging them to wage a holy war against the British. [724,112,841,156]
local-body-cont3: Tenders are invited by Mr J. A. Maisey for the erection of a residence in Devon Street West. Tenders close on Thursday next for the erection of a cottage on the reserve for the Borough Council. A consideration of the teeth of the children attending the Common school showed that only one out of the children inspected had sound teeth. Owing to the Prince of Wales Birthday falling on Saturday, the storekeepers in New Plymouth will observe a whole holiday on Monday, June 5. A young man named Fred Hall, an employee of Smart and Co., Ltd., was admitted to the hospital on Wednesday evening, suffering from severe burns to his face and hands. Work on the Mount Egmont road is being vigorously pushed along. The gangs of contractors are now employed in constructing the branch line with the rails, and the camp is expected to be struck in a few weeks. The Garrison Band will in tended to provide that the dancing classes will be given in the Theatre Royal. It is with much regret we have to record the death of Mr James Francis Greenway, of Pungarehu. Deceased was highly esteemed by all who knew him, and his funeral will be largely attended. The Wellington Post states that the old sailing vessel Marie, for so long the home of the late Charles Graham, is about to disappear from its resting-place on the beach at the Pipitea Point. The Education Department has received a communication from a Christchurch teacher. Some cheery but gullible people at Wanganui were reminded of the fact that the world is not so bad. [364,778,481,1028]
retrieve-heading: To Retrieve the Position Later. [1008,333,1085,341]
blankets-heading: BLANKETS! [119,23,233,43]
score-row [724,458,841,465]
personal-body: The Wellington Corporation Library Committee recommend the appointment of Miss Nesmith as assistant librarian at the Central Free Public Library. Miss Nesmith is well known throughout New Zealand as the champion lady tennis player. Mr Dykes, the late officer in charge at Takapuna, has been promoted to the position of chief officer of the Takapuna. Mr C. S. Barraud, of New Plymouth, has been appointed to the command of the company. Mr T. H. Gray, manager of the Bank of New Zealand, is on a visit to the district. [484,515,601,608]
messenger-title: ARCHITECT. [158,729,194,737]
ruined-heading: RUINED BY A BOGUS. [630,604,695,612]
wounded-body-right: (Received May 31, 10.45 p.m.) PARIS, May 31. Admiral Rozhdestvensky was wounded in the left arm and scorched. The auxiliary cruiser Kuban was arrived at Wusung. Admiral Enquist reports that he watched the commander of the cruiser Almaz, which has reached Vladivostok. The Russian Bourse is convulsed and the French newspapers are unanimously in recommending peace. [981,251,1112,309]
surprises-body: (Received May 31, 11.7 p.m.) LONDON, May 31. Up to noon on Monday 2250 Russian officers and men had been taken prisoners. The survivors declare that the attack was a complete surprise. [981,593,1112,622]
score-row [724,416,841,423]
column-local-general [364,16,481,1568]
score-row [724,423,841,430]
obstinacy-heading: Official Obstinacy. [886,273,933,281]
expected-heading: XPECTED ARRIVALS. [18,139,92,148]
clark-title: FUNERAL FURNISHERS AND UNDERTAKERS. [243,376,361,391]
surprises-heading: Togo Surprises the Russians [1004,567,1089,576]
obstinate-heading: An Obstinate Witness. [749,298,816,307]
prices-text: OUR PRICES WILL BE SATISFACTORY. [119,229,233,236]
score-batsman: Trumper, c Jackson, b Jackson [724,401,800,409]
dental-surgeons: DENTAL SURGEONS. [25,585,85,593]
weston-title: BARRISTERS AND SOLICITORS. [130,502,222,510]
maisey-title: ARCHITECT. [158,777,194,785]
standish-name: Standish & Kerr, [146,558,206,568]
brooking-name: W. F. BROOKING, Undertaker. [281,503,361,511]
fermenting-heading: Fermenting Trouble. [751,94,814,103]
whittle-note: Only the best Wines and Spirits kept. [2,876,94,884]
theatre-body-cont: Appearing in New Plymouth for the first time next Saturday and Monday, Professor Scott brings an especially good programme. His performances are described as most refreshing and interesting, and the variety and quality of his work is such as to delight. [604,308,721,351]
intro-body: LONDON, May 30. St. Petersburg reports state that many consider that the destruction of the Russian fleet means that Japan has become one of the great powers of the world. The cruiser Almaz has arrived at Vladivostok. She confirms the sinking of the Kniaz Souvaroff. Captain Liloff, of the Russian Admiralty, defines the result that Admiral Rozhdestvensky escaped to a torpedoer. [844,139,975,196]
fourth-page-sub: The Storyteller. [523,428,562,436]
weston-notary: T. S. WESTON, Notary Public. [112,527,190,535]
fatality-body: DUNEDIN, May 31. William Hilliard, who was admitted to the hospital yesterday suffering from pneumonia, died there this morning. The cause of the injury is alleged to have been a football match on Saturday, in the course of which he was hit. [604,194,721,237]
maisey-name: J. A. MAISEY, [150,766,202,776]
score-batsman: Gregory, c Jones, b Jackson [724,422,793,430]
blankets-ad-2 [114,305,238,487]
poultry-body-cont3: Persistent advocacy of the benefits to be derived from developing the poultry industry is at length bearing fruit, but though the initial agency has been enormous there is still a need for continually keeping before our settlers the fact that there is money in the business if it is properly taken in hand. The Government has done excellent work in fostering this industry, and the success achieved must be very gratifying, although it has resulted in a greater demand on the State farms than could be met. With a view to further encouraging the industry the Department of Agriculture has rendered an useful service to small farmers by issuing a handbook on Poultry and Eggs for the Market and Export, which has been prepared by the chief poultry expert, Mr D. D. Hyde. The valuable document should be read with interest by every settler in the land, for it is full of hints and instructions which should prove of use to all engaged or intending to engage in poultry raising. [243,1073,361,1230]
morey-name: MOREY & MOORE'S, [138,279,214,288]
score-row [724,409,841,416]
call-text: CALL OR RING US UP. [247,246,310,254]
red-house-address: DEVON STREET EAST. [23,854,87,862]
prisoner-heading: Rozhdestvensky a Prisoner. [1005,376,1088,385]
blankets-side-text-2: BLANKETS [115,328,128,425]
theatre-body: Appearing in New Plymouth for the first time next Saturday and Monday, Professor Scott brings an especially good programme. His performances are described as most refreshing and interesting, and the variety and quality of his work is such as to delight. [604,262,721,306]
local-body-cont4: Tenders are invited by Mr J. A. Maisey for the erection of a residence in Devon Street West. Tenders close on Thursday next for the erection of a cottage on the reserve for the Borough Council. A consideration of the teeth of the children attending the Common school showed that only one out of the children inspected had sound teeth. Owing to the Prince of Wales Birthday falling on Saturday, the storekeepers in New Plymouth will observe a whole holiday on Monday, June 5. A young man named Fred Hall, an employee of Smart and Co., Ltd., was admitted to the hospital on Wednesday evening, suffering from severe burns to his face and hands. Work on the Mount Egmont road is being vigorously pushed along. The gangs of contractors are now employed in constructing the branch line with the rails, and the camp is expected to be struck in a few weeks. The Garrison Band will in tended to provide that the dancing classes will be given in the Theatre Royal. It is with much regret we have to record the death of Mr James Francis Greenway, of Pungarehu. Deceased was highly esteemed by all who knew him, and his funeral will be largely attended. The Wellington Post states that the old sailing vessel Marie, for so long the home of the late Charles Graham, is about to disappear from its resting-place on the beach at the Pipitea Point. The Education Department has received a communication from a Christchurch teacher. Some cheery but gullible people at Wanganui were reminded of the fact that the world is not so bad. [364,1030,481,1279]
blankets-heading-2: BLANKETS! [119,308,233,329]
football-body-cont: The following are the senior football fixtures for this afternoon: Stratford v. Inglewood, at Inglewood, 3 p.m.; Clifton v. Tukapa, at New Plymouth, 3 p.m. Star a bye. These matches constitute the first round. The various teams are as follows: Tukapa 1 v. Clifton, at the racecourse — Highland, Bradley, Stevens, Lane, Hosegfield, Morey, Irwin, Smith, Wolff, Julian, Johnson, Fitzherbert, Dyer, Fleet, Malcolm, and Hoskings. [604,103,721,175]
jackson-title: BUILDER AND CONTRACTOR, ALL KINDS OF JOBBING WORK UNDERTAKEN. [112,944,240,959]
collins-name: Mr A. H. C. Collins, [267,319,337,329]
indifferent-heading: Officialdom Still Indifferent. [873,470,946,478]
weston-name: WESTON & WESTON, [134,491,218,501]
parker-trade: ATCHMAKER, JEWELLER AND OPTICIAN. [11,352,99,367]
score-row [724,444,841,451]
